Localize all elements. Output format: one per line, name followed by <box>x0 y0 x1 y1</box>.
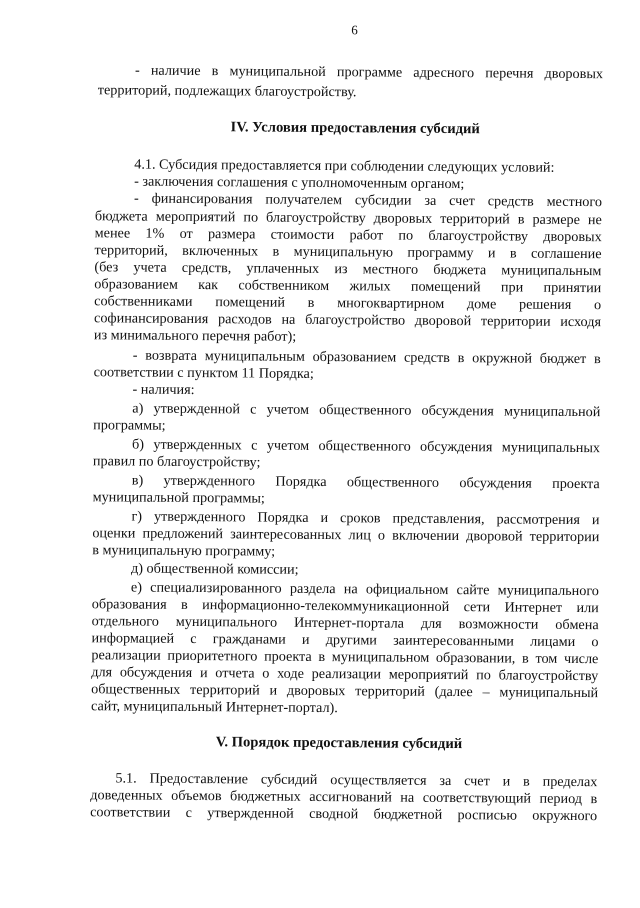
text-line: соответствии с утвержденной сводной бюджетной росписью окружного <box>90 804 598 825</box>
text-line: е) специализированного раздела на официальном сайте муниципального <box>130 579 599 600</box>
text-line: реализации приоритетного проекта в муниципальном образовании, в том числе <box>91 647 599 668</box>
text-line: собственниками помещений в многоквартирном доме решения о <box>94 293 602 314</box>
text-line: г) утвержденного Порядка и сроков представления, рассмотрения и <box>131 508 600 529</box>
text-line: доведенных объемов бюджетных ассигнований на соответствующий период в <box>90 787 598 808</box>
text-line: в) утвержденного Порядка общественного обсуждения проекта <box>131 472 600 493</box>
text-line: - возврата муниципальным образованием средств в окружной бюджет в <box>132 347 601 368</box>
text-line: - финансирования получателем субсидии за счет средств местного <box>133 190 603 211</box>
text-line: (без учета средств, уплаченных из местного бюджета муниципальным <box>94 259 602 280</box>
text-line: - наличие в муниципальной программе адресного перечня дворовых <box>134 62 604 83</box>
text-line: - заключения соглашения с уполномоченным органом; <box>134 173 465 193</box>
text-line: образования в информационно-телекоммуникационной сети Интернет или <box>91 596 599 617</box>
text-line: территорий, включенных в муниципальную программу и в соглашение <box>94 242 602 263</box>
text-line: бюджета мероприятий по благоустройству дворовых территорий в размере не <box>94 208 602 229</box>
text-line: в муниципальную программу; <box>92 542 276 560</box>
text-line: отдельного муниципального Интернет-портала для возможности обмена <box>91 613 599 634</box>
text-line: соответствии с пунктом 11 Порядка; <box>93 364 314 382</box>
text-line: муниципальной программы; <box>92 489 265 507</box>
text-line: информацией с гражданами и другими заинтересованными лицами о <box>91 630 599 651</box>
text-line: - наличия: <box>132 381 195 399</box>
text-line: образованием как собственником жилых помещений при принятии <box>94 276 602 297</box>
text-line: д) общественной комиссии; <box>131 560 299 578</box>
text-line: 4.1. Субсидия предоставляется при соблюдении следующих условий: <box>134 156 555 176</box>
text-line: 5.1. Предоставление субсидий осуществляется за счет и в пределах <box>115 770 598 791</box>
text-line: б) утвержденных с учетом общественного обсуждения муниципальных <box>131 436 601 457</box>
text-line: а) утвержденной с учетом общественного обсуждения муниципальной <box>132 400 601 421</box>
text-line: программы; <box>93 417 166 434</box>
text-line: менее 1% от размера стоимости работ по благоустройству дворовых <box>94 225 602 246</box>
text-line: софинансирования расходов на благоустройство дворовой территории исходя <box>93 310 602 331</box>
text-line: общественных территорий и дворовых территорий (далее – муниципальный <box>91 681 599 702</box>
text-line: из минимального перечня работ); <box>93 327 297 345</box>
text-line: для обсуждения и отчета о ходе реализации мероприятий по благоустройству <box>91 664 599 685</box>
page-number: 6 <box>351 22 358 38</box>
section-heading-4: IV. Условия предоставления субсидий <box>230 119 480 138</box>
text-line: сайт, муниципальный Интернет-портал). <box>90 698 338 717</box>
text-line: оценки предложений заинтересованных лиц о включении дворовой территории <box>92 525 600 546</box>
text-line: правил по благоустройству; <box>92 453 261 471</box>
section-heading-5: V. Порядок предоставления субсидий <box>215 734 463 753</box>
text-line: территорий, подлежащих благоустройству. <box>97 82 357 101</box>
